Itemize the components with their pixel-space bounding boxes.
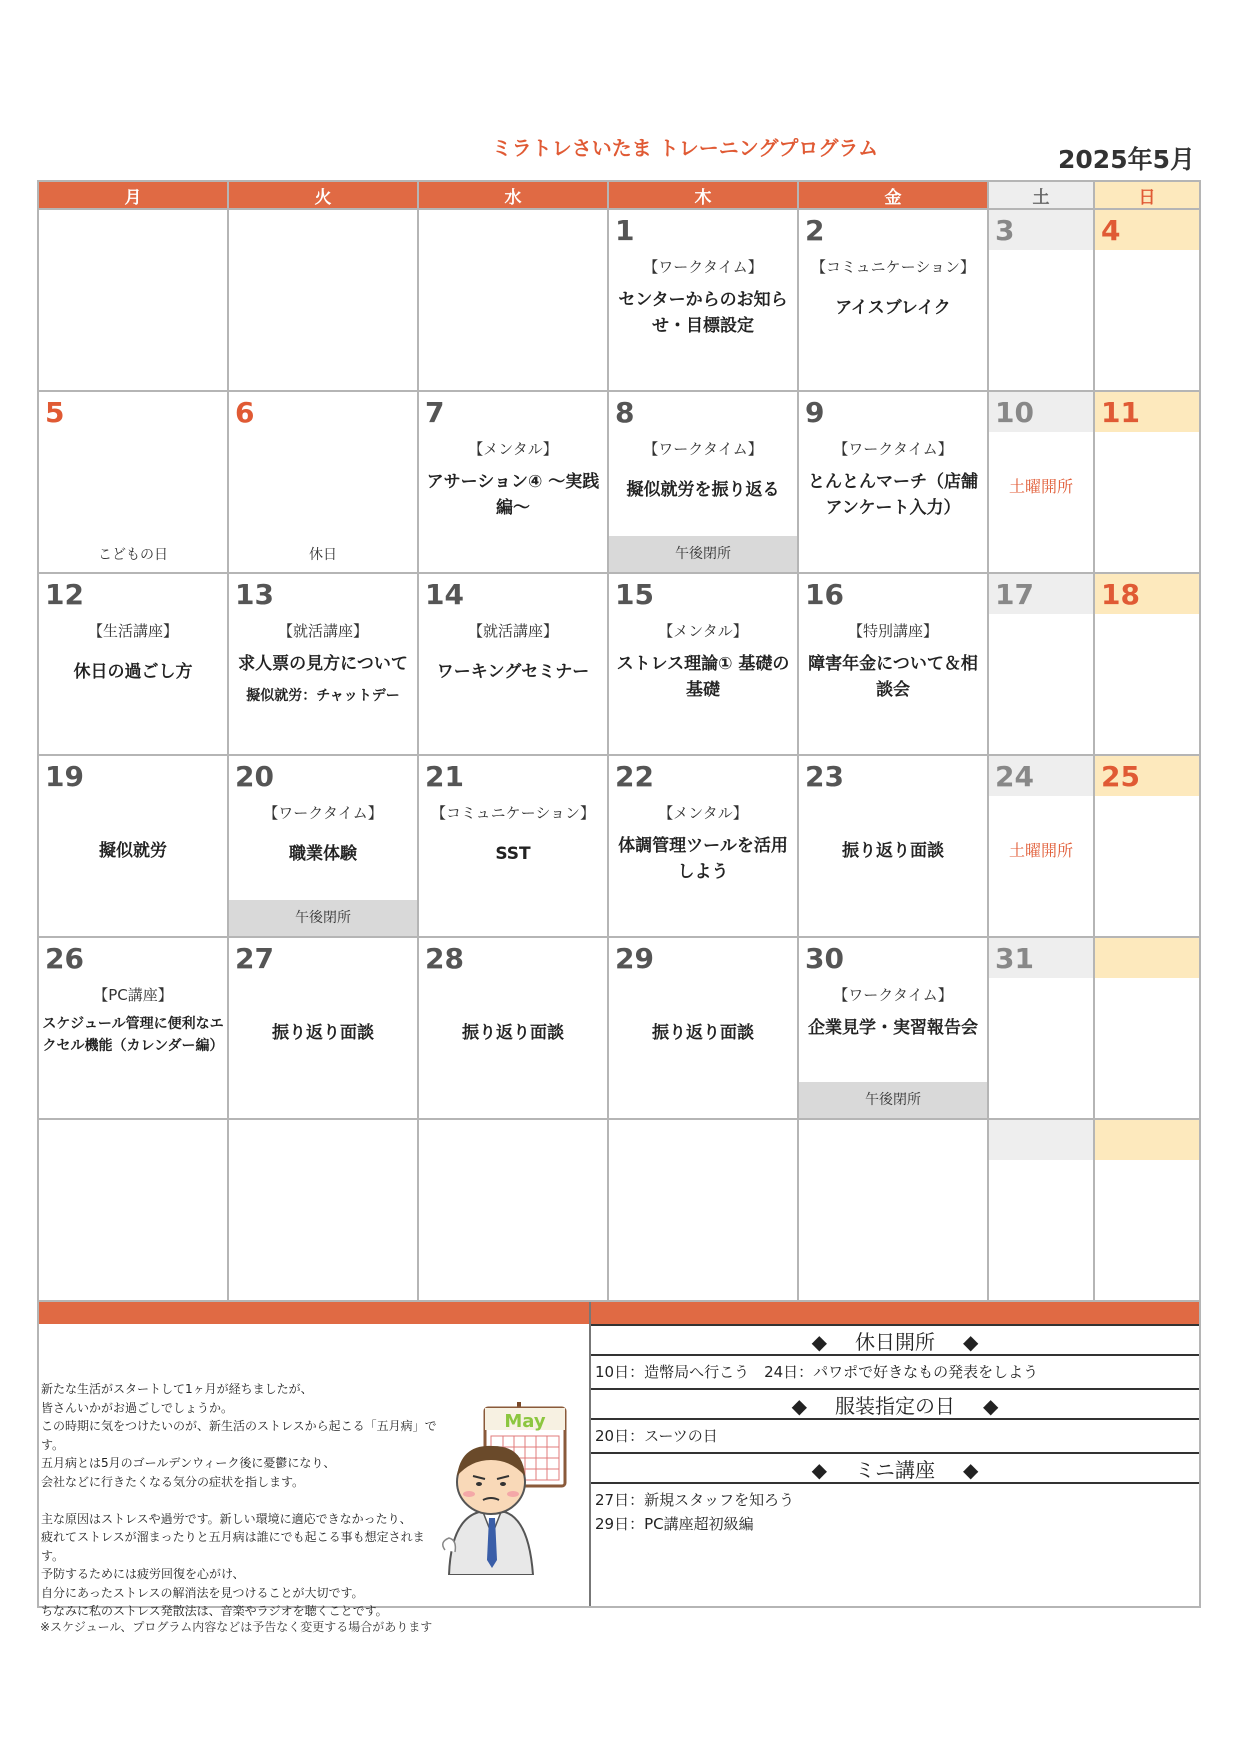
calendar-day-cell bbox=[418, 755, 608, 937]
program-title-text: 障害年金について＆相談会 bbox=[808, 654, 978, 700]
day-number: 28 bbox=[425, 942, 464, 975]
info-line: 20日：スーツの日 bbox=[595, 1427, 718, 1445]
monthly-message bbox=[41, 1380, 441, 1621]
weekday-thu: 木 bbox=[608, 181, 798, 209]
day-number: 3 bbox=[989, 210, 1093, 250]
calendar-day-cell bbox=[988, 755, 1094, 937]
calendar-day-cell bbox=[608, 573, 798, 755]
info-line: 10日：造幣局へ行こう 24日：パワポで好きなもの発表をしよう bbox=[595, 1363, 1039, 1381]
program-category: 【就活講座】 bbox=[277, 622, 368, 640]
day-number bbox=[229, 1120, 417, 1160]
calendar-day-cell bbox=[1094, 1119, 1200, 1301]
program-title-text: 休日の過ごし方 bbox=[73, 662, 193, 682]
day-number: 11 bbox=[1095, 392, 1199, 432]
program-category bbox=[39, 802, 227, 820]
diamond-icon: ◆ bbox=[791, 1394, 807, 1418]
day-number: 18 bbox=[1095, 574, 1199, 614]
day-number: 2 bbox=[805, 214, 825, 247]
calendar-week-row bbox=[38, 937, 1200, 1119]
calendar-day-cell bbox=[988, 391, 1094, 573]
calendar-day-cell bbox=[228, 755, 418, 937]
info-section-heading bbox=[591, 1324, 1199, 1356]
message-line: 新たな生活がスタートして1ヶ月が経ちましたが、 bbox=[41, 1382, 313, 1396]
message-line: 主な原因はストレスや過労です。新しい環境に適応できなかったり、 bbox=[41, 1511, 412, 1526]
calendar-week-row bbox=[38, 755, 1200, 937]
program-title-text: 振り返り面談 bbox=[462, 1023, 564, 1043]
program-title-text: センターからのお知らせ・目標設定 bbox=[618, 290, 788, 336]
weekday-tue: 火 bbox=[228, 181, 418, 209]
program-title-text: 職業体験 bbox=[289, 844, 357, 864]
day-number: 9 bbox=[805, 396, 825, 429]
day-number bbox=[609, 1120, 797, 1160]
calendar-day-cell bbox=[228, 573, 418, 755]
message-line: 皆さんいかがお過ごしでしょうか。 bbox=[41, 1400, 234, 1415]
program-title-text: 振り返り面談 bbox=[652, 1023, 754, 1043]
diamond-icon: ◆ bbox=[963, 1330, 979, 1354]
program-title-text: とんとんマーチ（店舗アンケート入力） bbox=[808, 472, 978, 518]
info-section-body bbox=[591, 1420, 1199, 1452]
message-line: 予防するためには疲労回復を心がけ、 bbox=[41, 1567, 245, 1581]
program-category bbox=[419, 984, 607, 1002]
calendar-day-cell bbox=[608, 937, 798, 1119]
info-heading-text: 服装指定の日 bbox=[835, 1394, 955, 1418]
program-subtitle: 擬似就労：チャットデー bbox=[246, 688, 400, 704]
calendar-day-cell bbox=[228, 1119, 418, 1301]
program-category: 【ワークタイム】 bbox=[643, 440, 763, 458]
message-line: 疲れてストレスが溜まったりと五月病は誰にでも起こる事も想定されます。 bbox=[41, 1530, 425, 1563]
info-section-body bbox=[591, 1356, 1199, 1388]
calendar-week-row bbox=[38, 209, 1200, 391]
calendar-day-cell bbox=[1094, 391, 1200, 573]
calendar-week-row bbox=[38, 391, 1200, 573]
diamond-icon: ◆ bbox=[963, 1458, 979, 1482]
program-category: 【メンタル】 bbox=[658, 804, 748, 822]
message-line: この時期に気をつけたいのが、新生活のストレスから起こる「五月病」です。 bbox=[41, 1419, 437, 1452]
calendar-day-cell bbox=[1094, 937, 1200, 1119]
weekday-sun: 日 bbox=[1094, 181, 1200, 209]
day-number: 20 bbox=[235, 760, 274, 793]
message-line: 会社などに行きたくなる気分の症状を指します。 bbox=[41, 1474, 305, 1489]
program-category: 【ワークタイム】 bbox=[833, 986, 953, 1004]
program-title-text: 振り返り面談 bbox=[272, 1023, 374, 1043]
info-section-body bbox=[591, 1484, 1199, 1540]
calendar-week-row bbox=[38, 1119, 1200, 1301]
program-title-text: アイスブレイク bbox=[835, 298, 951, 318]
diamond-icon: ◆ bbox=[811, 1330, 827, 1354]
day-number: 10 bbox=[989, 392, 1093, 432]
message-line bbox=[41, 1491, 441, 1510]
calendar-day-cell bbox=[418, 209, 608, 391]
calendar-day-cell bbox=[798, 391, 988, 573]
calendar-day-cell bbox=[38, 755, 228, 937]
day-number bbox=[419, 1120, 607, 1160]
message-line: ちなみに私のストレス発散法は、音楽やラジオを聴くことです。 bbox=[41, 1604, 388, 1618]
calendar-day-cell bbox=[418, 391, 608, 573]
calendar-day-cell bbox=[1094, 573, 1200, 755]
program-category: 【メンタル】 bbox=[468, 440, 558, 458]
program-category: 【ワークタイム】 bbox=[643, 258, 763, 276]
program-title-text: ワーキングセミナー bbox=[436, 662, 590, 682]
day-number: 6 bbox=[235, 396, 255, 429]
calendar-day-cell bbox=[418, 1119, 608, 1301]
calendar-day-cell bbox=[608, 209, 798, 391]
calendar-table bbox=[37, 180, 1201, 1302]
program-title-text: 求人票の見方について bbox=[238, 654, 408, 674]
day-number: 14 bbox=[425, 578, 464, 611]
calendar-day-cell bbox=[38, 573, 228, 755]
calendar-day-cell bbox=[228, 937, 418, 1119]
day-number bbox=[419, 210, 607, 250]
program-category bbox=[609, 984, 797, 1002]
calendar-day-cell bbox=[608, 1119, 798, 1301]
program-title-text: スケジュール管理に便利なエクセル機能（カレンダー編） bbox=[42, 1016, 224, 1054]
bottom-panel bbox=[37, 1300, 1201, 1618]
day-number: 24 bbox=[989, 756, 1093, 796]
day-number bbox=[799, 1120, 987, 1160]
day-number bbox=[1095, 1120, 1199, 1160]
calendar-day-cell bbox=[1094, 755, 1200, 937]
calendar-day-cell bbox=[38, 937, 228, 1119]
program-title-text: 振り返り面談 bbox=[842, 841, 944, 861]
info-line: 29日：PC講座超初級編 bbox=[595, 1515, 754, 1533]
day-number: 12 bbox=[45, 578, 84, 611]
calendar-day-cell bbox=[798, 755, 988, 937]
saturday-open-label: 土曜開所 bbox=[1008, 841, 1073, 860]
program-title-text: ストレス理論① 基礎の基礎 bbox=[616, 654, 790, 700]
info-section-heading bbox=[591, 1452, 1199, 1484]
day-number: 21 bbox=[425, 760, 464, 793]
calendar-day-cell bbox=[798, 937, 988, 1119]
weekday-sat: 土 bbox=[988, 181, 1094, 209]
holiday-name: こどもの日 bbox=[98, 547, 168, 563]
info-heading-text: ミニ講座 bbox=[855, 1458, 935, 1482]
day-number: 26 bbox=[45, 942, 84, 975]
calendar-day-cell bbox=[1094, 209, 1200, 391]
day-number: 30 bbox=[805, 942, 844, 975]
calendar-week-row bbox=[38, 573, 1200, 755]
day-number: 5 bbox=[45, 396, 65, 429]
day-number: 13 bbox=[235, 578, 274, 611]
calendar-day-cell bbox=[988, 209, 1094, 391]
info-heading-text: 休日開所 bbox=[855, 1330, 935, 1354]
program-title-text: SST bbox=[495, 844, 531, 864]
day-number bbox=[989, 1120, 1093, 1160]
calendar-day-cell bbox=[798, 573, 988, 755]
calendar-day-cell bbox=[988, 573, 1094, 755]
calendar-day-cell bbox=[38, 209, 228, 391]
day-number: 29 bbox=[615, 942, 654, 975]
day-number: 4 bbox=[1095, 210, 1199, 250]
day-number: 22 bbox=[615, 760, 654, 793]
calendar-body bbox=[38, 209, 1200, 1301]
afternoon-closed-badge: 午後閉所 bbox=[229, 900, 417, 936]
calendar-day-cell bbox=[38, 391, 228, 573]
day-number: 19 bbox=[45, 760, 84, 793]
diamond-icon: ◆ bbox=[811, 1458, 827, 1482]
day-number: 16 bbox=[805, 578, 844, 611]
program-category: 【特別講座】 bbox=[847, 622, 938, 640]
program-category: 【PC講座】 bbox=[93, 986, 173, 1004]
may-label: May bbox=[504, 1411, 546, 1432]
program-title-text: 体調管理ツールを活用しよう bbox=[618, 836, 788, 882]
diamond-icon: ◆ bbox=[983, 1394, 999, 1418]
day-number: 23 bbox=[805, 760, 844, 793]
holiday-name: 休日 bbox=[309, 547, 337, 563]
calendar-day-cell bbox=[38, 1119, 228, 1301]
calendar-day-cell bbox=[228, 209, 418, 391]
weekday-mon: 月 bbox=[38, 181, 228, 209]
day-number: 1 bbox=[615, 214, 635, 247]
program-category: 【生活講座】 bbox=[87, 622, 178, 640]
program-category: 【メンタル】 bbox=[658, 622, 748, 640]
afternoon-closed-badge: 午後閉所 bbox=[609, 536, 797, 572]
calendar-day-cell bbox=[798, 1119, 988, 1301]
weekday-wed: 水 bbox=[418, 181, 608, 209]
program-category: 【コミュニケーション】 bbox=[810, 258, 976, 276]
program-category bbox=[799, 802, 987, 820]
message-line: 五月病とは5月のゴールデンウィーク後に憂鬱になり、 bbox=[41, 1456, 336, 1470]
may-calendar-person-illustration bbox=[439, 1400, 589, 1575]
program-category: 【コミュニケーション】 bbox=[430, 804, 596, 822]
program-category: 【ワークタイム】 bbox=[833, 440, 953, 458]
info-panel bbox=[591, 1324, 1199, 1606]
program-title: ミラトレさいたま トレーニングプログラム bbox=[491, 136, 879, 160]
message-line: 自分にあったストレスの解消法を見つけることが大切です。 bbox=[41, 1585, 364, 1600]
day-number bbox=[1095, 938, 1199, 978]
program-title-text: 擬似就労 bbox=[99, 841, 167, 861]
calendar-day-cell bbox=[608, 391, 798, 573]
weekday-header-row bbox=[38, 181, 1200, 209]
info-line: 27日：新規スタッフを知ろう bbox=[595, 1491, 795, 1509]
program-title-text: 企業見学・実習報告会 bbox=[808, 1018, 978, 1038]
program-category: 【ワークタイム】 bbox=[263, 804, 383, 822]
calendar-day-cell bbox=[798, 209, 988, 391]
day-number bbox=[39, 1120, 227, 1160]
footnote: ※スケジュール、プログラム内容などは予告なく変更する場合があります bbox=[40, 1620, 433, 1634]
calendar-day-cell bbox=[418, 937, 608, 1119]
info-section-heading bbox=[591, 1388, 1199, 1420]
day-number: 25 bbox=[1095, 756, 1199, 796]
program-title-text: 擬似就労を振り返る bbox=[626, 480, 780, 500]
program-category: 【就活講座】 bbox=[467, 622, 558, 640]
day-number: 31 bbox=[989, 938, 1093, 978]
day-number bbox=[39, 210, 227, 250]
day-number: 17 bbox=[989, 574, 1093, 614]
saturday-open-label: 土曜開所 bbox=[1008, 477, 1073, 496]
day-number: 8 bbox=[615, 396, 635, 429]
day-number: 27 bbox=[235, 942, 274, 975]
calendar-day-cell bbox=[608, 755, 798, 937]
afternoon-closed-badge: 午後閉所 bbox=[799, 1082, 987, 1118]
calendar-day-cell bbox=[228, 391, 418, 573]
day-number: 7 bbox=[425, 396, 445, 429]
day-number: 15 bbox=[615, 578, 654, 611]
calendar-day-cell bbox=[988, 1119, 1094, 1301]
weekday-fri: 金 bbox=[798, 181, 988, 209]
program-title-text: アサーション④ ～実践編～ bbox=[426, 472, 600, 518]
year-month: 2025年5月 bbox=[1058, 145, 1195, 174]
calendar-day-cell bbox=[418, 573, 608, 755]
calendar-day-cell bbox=[988, 937, 1094, 1119]
bottom-accent-bar bbox=[39, 1302, 1199, 1324]
program-category bbox=[229, 984, 417, 1002]
day-number bbox=[229, 210, 417, 250]
